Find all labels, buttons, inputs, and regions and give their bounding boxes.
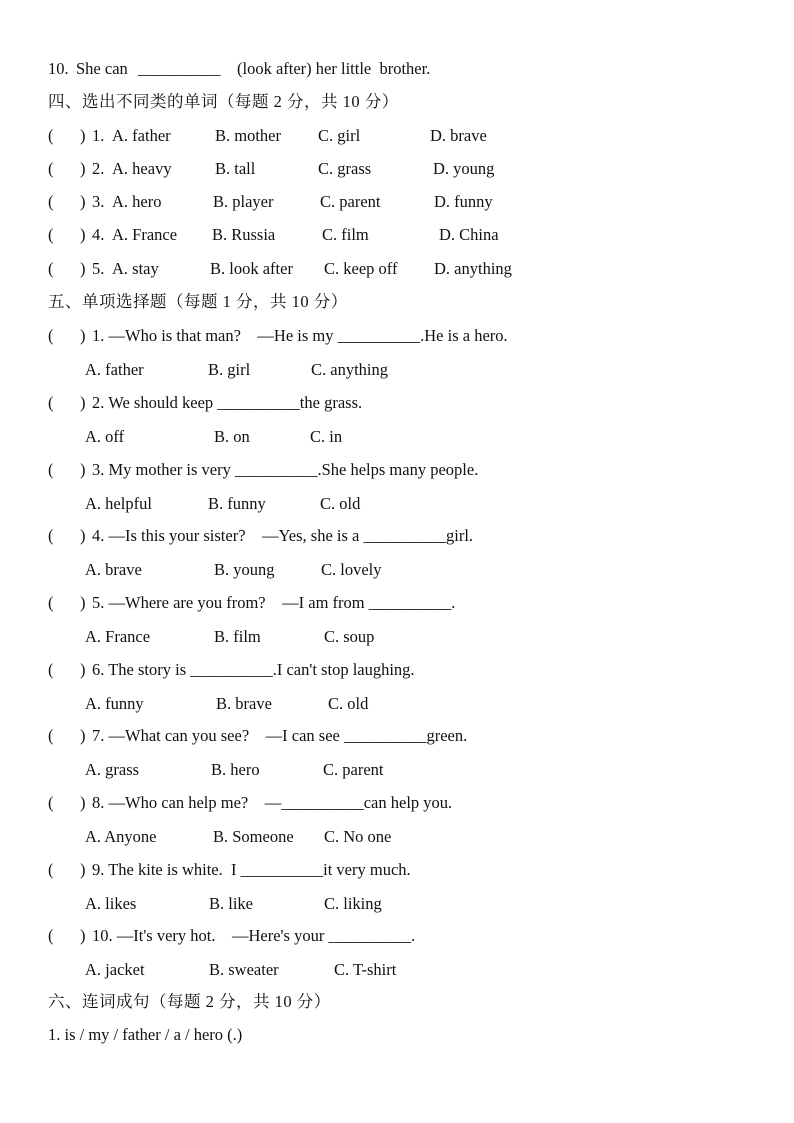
question-stem: 5. —Where are you from? —I am from __________.	[92, 593, 456, 612]
answer-paren-open: (	[48, 793, 54, 812]
answer-paren-close: )	[80, 593, 86, 612]
option-d: D. anything	[434, 259, 512, 278]
section-5-heading	[0, 290, 794, 314]
option-b: B. hero	[211, 760, 260, 779]
option-b: B. funny	[208, 494, 266, 513]
option-c: C. parent	[323, 760, 384, 779]
answer-paren-open: (	[48, 660, 54, 679]
options-row	[0, 958, 794, 982]
answer-paren-close: )	[80, 393, 86, 412]
question-text-before: She can	[76, 59, 128, 78]
question-row	[0, 458, 794, 482]
question-stem: 2. We should keep __________the grass.	[92, 393, 363, 412]
answer-paren-close: )	[80, 126, 86, 145]
answer-blank: __________	[138, 59, 221, 78]
answer-paren-open: (	[48, 593, 54, 612]
option-a: A. helpful	[85, 494, 152, 513]
question-number: 2.	[92, 159, 105, 178]
answer-paren-close: )	[80, 259, 86, 278]
question-number: 10.	[48, 59, 69, 78]
question-stem: 7. —What can you see? —I can see __________green.	[92, 726, 468, 745]
option-d: D. brave	[430, 126, 487, 145]
options-row	[0, 758, 794, 782]
question-row	[0, 391, 794, 415]
section-title: 五、单项选择题（每题 1 分，共 10 分）	[48, 292, 348, 311]
question-row	[0, 724, 794, 748]
option-a: A. grass	[85, 760, 140, 779]
option-c: C. lovely	[321, 560, 382, 579]
option-a: A. father	[112, 126, 171, 145]
option-a: A. father	[85, 360, 144, 379]
answer-paren-open: (	[48, 159, 54, 178]
answer-paren-close: )	[80, 660, 86, 679]
option-a: A. hero	[112, 192, 162, 211]
option-c: C. anything	[311, 360, 388, 379]
odd-one-out-row	[0, 223, 794, 247]
question-stem: 9. The kite is white. I __________it very much.	[92, 860, 411, 879]
answer-paren-open: (	[48, 326, 54, 345]
question-stem: 10. —It's very hot. —Here's your __________.	[92, 926, 416, 945]
answer-paren-close: )	[80, 225, 86, 244]
option-a: A. off	[85, 427, 125, 446]
odd-one-out-row	[0, 190, 794, 214]
option-b: B. like	[209, 894, 253, 913]
section-6-heading	[0, 990, 794, 1014]
option-a: A. funny	[85, 694, 144, 713]
answer-paren-close: )	[80, 926, 86, 945]
option-a: A. heavy	[112, 159, 172, 178]
option-d: D. young	[433, 159, 495, 178]
answer-paren-close: )	[80, 726, 86, 745]
options-row	[0, 492, 794, 516]
question-number: 4.	[92, 225, 105, 244]
odd-one-out-row	[0, 257, 794, 281]
answer-paren-open: (	[48, 192, 54, 211]
option-b: B. young	[214, 560, 275, 579]
question-stem: 3. My mother is very __________.She helps many people.	[92, 460, 479, 479]
option-a: A. likes	[85, 894, 137, 913]
option-b: B. look after	[210, 259, 293, 278]
question-stem: 6. The story is __________.I can't stop laughing.	[92, 660, 415, 679]
option-b: B. brave	[216, 694, 272, 713]
options-row	[0, 892, 794, 916]
section-title: 六、连词成句（每题 2 分，共 10 分）	[48, 992, 331, 1011]
options-row	[0, 692, 794, 716]
question-stem: 1. —Who is that man? —He is my __________.He is a hero.	[92, 326, 508, 345]
answer-paren-open: (	[48, 726, 54, 745]
answer-paren-close: )	[80, 526, 86, 545]
question-number: 3.	[92, 192, 105, 211]
option-c: C. grass	[318, 159, 372, 178]
answer-paren-open: (	[48, 526, 54, 545]
answer-paren-close: )	[80, 326, 86, 345]
answer-paren-open: (	[48, 126, 54, 145]
question-row	[0, 791, 794, 815]
option-c: C. liking	[324, 894, 382, 913]
option-a: A. Anyone	[85, 827, 157, 846]
answer-paren-close: )	[80, 159, 86, 178]
reorder-question: 1. is / my / father / a / hero (.)	[48, 1025, 243, 1044]
options-row	[0, 558, 794, 582]
option-c: C. girl	[318, 126, 361, 145]
option-c: C. parent	[320, 192, 381, 211]
question-row	[0, 658, 794, 682]
option-d: D. China	[439, 225, 499, 244]
option-c: C. in	[310, 427, 343, 446]
options-row	[0, 425, 794, 449]
options-row	[0, 825, 794, 849]
option-c: C. T-shirt	[334, 960, 397, 979]
option-c: C. soup	[324, 627, 375, 646]
question-row	[0, 924, 794, 948]
question-row	[0, 591, 794, 615]
option-a: A. stay	[112, 259, 159, 278]
section-4-heading	[0, 90, 794, 114]
option-b: B. film	[214, 627, 261, 646]
option-a: A. brave	[85, 560, 142, 579]
option-d: D. funny	[434, 192, 493, 211]
option-a: A. jacket	[85, 960, 145, 979]
option-c: C. old	[320, 494, 361, 513]
options-row	[0, 358, 794, 382]
answer-paren-close: )	[80, 192, 86, 211]
option-b: B. tall	[215, 159, 256, 178]
option-c: C. keep off	[324, 259, 398, 278]
prev-question-line	[0, 57, 794, 81]
answer-paren-open: (	[48, 225, 54, 244]
question-stem: 8. —Who can help me? —__________can help you.	[92, 793, 453, 812]
option-a: A. France	[85, 627, 151, 646]
question-row	[0, 324, 794, 348]
option-b: B. sweater	[209, 960, 279, 979]
odd-one-out-row	[0, 124, 794, 148]
section-title: 四、选出不同类的单词（每题 2 分，共 10 分）	[48, 92, 399, 111]
question-text-after: (look after) her little brother.	[237, 59, 431, 78]
option-b: B. girl	[208, 360, 251, 379]
option-b: B. Russia	[212, 225, 276, 244]
option-c: C. old	[328, 694, 369, 713]
answer-paren-open: (	[48, 926, 54, 945]
option-b: B. player	[213, 192, 274, 211]
odd-one-out-row	[0, 157, 794, 181]
option-b: B. mother	[215, 126, 281, 145]
answer-paren-close: )	[80, 860, 86, 879]
question-row	[0, 524, 794, 548]
answer-paren-open: (	[48, 393, 54, 412]
answer-paren-close: )	[80, 793, 86, 812]
option-b: B. on	[214, 427, 250, 446]
option-c: C. film	[322, 225, 369, 244]
question-number: 1.	[92, 126, 105, 145]
option-a: A. France	[112, 225, 178, 244]
answer-paren-open: (	[48, 860, 54, 879]
question-number: 5.	[92, 259, 105, 278]
answer-paren-open: (	[48, 259, 54, 278]
option-b: B. Someone	[213, 827, 294, 846]
options-row	[0, 625, 794, 649]
answer-paren-open: (	[48, 460, 54, 479]
question-stem: 4. —Is this your sister? —Yes, she is a __________girl.	[92, 526, 474, 545]
section-6-item	[0, 1023, 794, 1047]
answer-paren-close: )	[80, 460, 86, 479]
question-row	[0, 858, 794, 882]
option-c: C. No one	[324, 827, 392, 846]
